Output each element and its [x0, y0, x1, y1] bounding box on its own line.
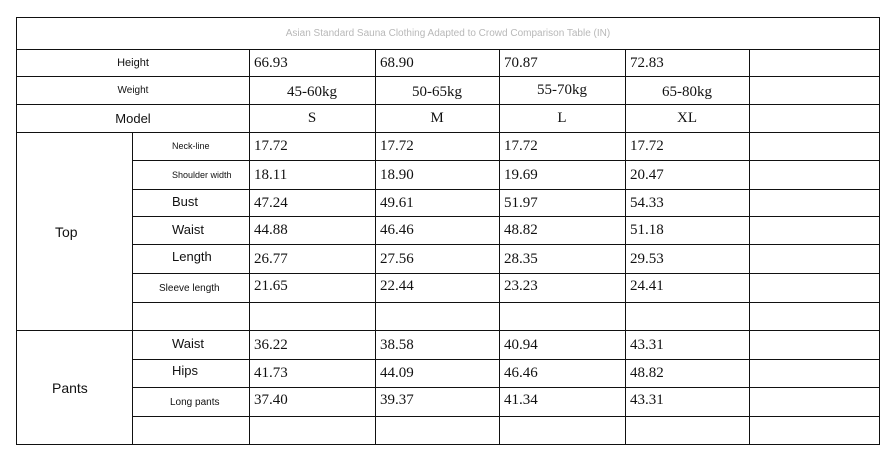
height-value-xl: 72.83 [630, 54, 664, 71]
height-label: Height [117, 57, 149, 69]
model-label: Model [115, 111, 151, 126]
top-length-m: 27.56 [380, 250, 414, 267]
group-divider [132, 132, 133, 445]
top-waist-xl: 51.18 [630, 222, 664, 238]
top-bust-s: 47.24 [254, 194, 288, 211]
top-waist-l: 48.82 [504, 222, 538, 238]
pants-waist-s: 36.22 [254, 336, 288, 353]
top-row-label-bust: Bust [172, 193, 199, 209]
top-length-xl: 29.53 [630, 250, 664, 267]
top-row-label-neckline: Neck-line [172, 141, 210, 151]
top-row-label-waist: Waist [172, 221, 205, 237]
table-bottom-border [16, 444, 880, 445]
weight-value-s: 45-60kg [287, 84, 337, 100]
model-value-xl: XL [677, 110, 697, 126]
top-neckline-l: 17.72 [504, 138, 538, 154]
pants-long-xl: 43.31 [630, 391, 664, 408]
top-shoulder-xl: 20.47 [630, 166, 664, 183]
top-bust-l: 51.97 [504, 194, 538, 211]
top-sleeve-s: 21.65 [254, 277, 288, 294]
row-divider [132, 302, 880, 303]
top-group-label: Top [55, 223, 78, 240]
height-value-m: 68.90 [380, 54, 414, 71]
top-waist-s: 44.88 [254, 222, 288, 238]
pants-hips-m: 44.09 [380, 364, 414, 381]
top-neckline-xl: 17.72 [630, 138, 664, 154]
weight-value-l: 55-70kg [537, 82, 587, 98]
weight-value-xl: 65-80kg [662, 84, 712, 100]
table-title: Asian Standard Sauna Clothing Adapted to Crowd Comparison Table (IN) [285, 28, 611, 39]
pants-group-label: Pants [52, 379, 88, 396]
top-neckline-s: 17.72 [254, 138, 288, 154]
pants-row-label-waist: Waist [172, 335, 205, 351]
model-value-m: M [430, 110, 444, 126]
pants-waist-m: 38.58 [380, 336, 414, 353]
pants-row-label-hips: Hips [172, 362, 199, 378]
pants-long-l: 41.34 [504, 391, 538, 408]
table-right-border [879, 17, 880, 445]
model-value-l: L [557, 110, 567, 126]
pants-row-label-long-pants: Long pants [170, 396, 220, 408]
top-length-s: 26.77 [254, 250, 288, 267]
pants-waist-l: 40.94 [504, 336, 538, 353]
height-value-l: 70.87 [504, 54, 538, 71]
pants-long-m: 39.37 [380, 391, 414, 408]
row-divider [132, 416, 880, 417]
pants-hips-xl: 48.82 [630, 364, 664, 381]
top-bust-xl: 54.33 [630, 194, 664, 211]
top-bust-m: 49.61 [380, 194, 414, 211]
top-shoulder-l: 19.69 [504, 166, 538, 183]
top-sleeve-xl: 24.41 [630, 277, 664, 294]
top-row-label-length: Length [172, 248, 212, 264]
top-waist-m: 46.46 [380, 222, 414, 238]
top-row-label-shoulder: Shoulder width [172, 169, 232, 180]
pants-waist-xl: 43.31 [630, 336, 664, 353]
top-row-label-sleeve: Sleeve length [159, 282, 220, 294]
pants-hips-s: 41.73 [254, 364, 288, 381]
height-value-s: 66.93 [254, 54, 288, 71]
top-shoulder-m: 18.90 [380, 166, 414, 183]
top-shoulder-s: 18.11 [254, 166, 288, 183]
top-length-l: 28.35 [504, 250, 538, 267]
pants-hips-l: 46.46 [504, 364, 538, 381]
top-sleeve-l: 23.23 [504, 277, 538, 294]
top-sleeve-m: 22.44 [380, 277, 414, 294]
model-value-s: S [307, 110, 317, 126]
top-neckline-m: 17.72 [380, 138, 414, 154]
weight-value-m: 50-65kg [412, 84, 462, 100]
weight-label: Weight [117, 85, 149, 96]
pants-long-s: 37.40 [254, 391, 288, 408]
